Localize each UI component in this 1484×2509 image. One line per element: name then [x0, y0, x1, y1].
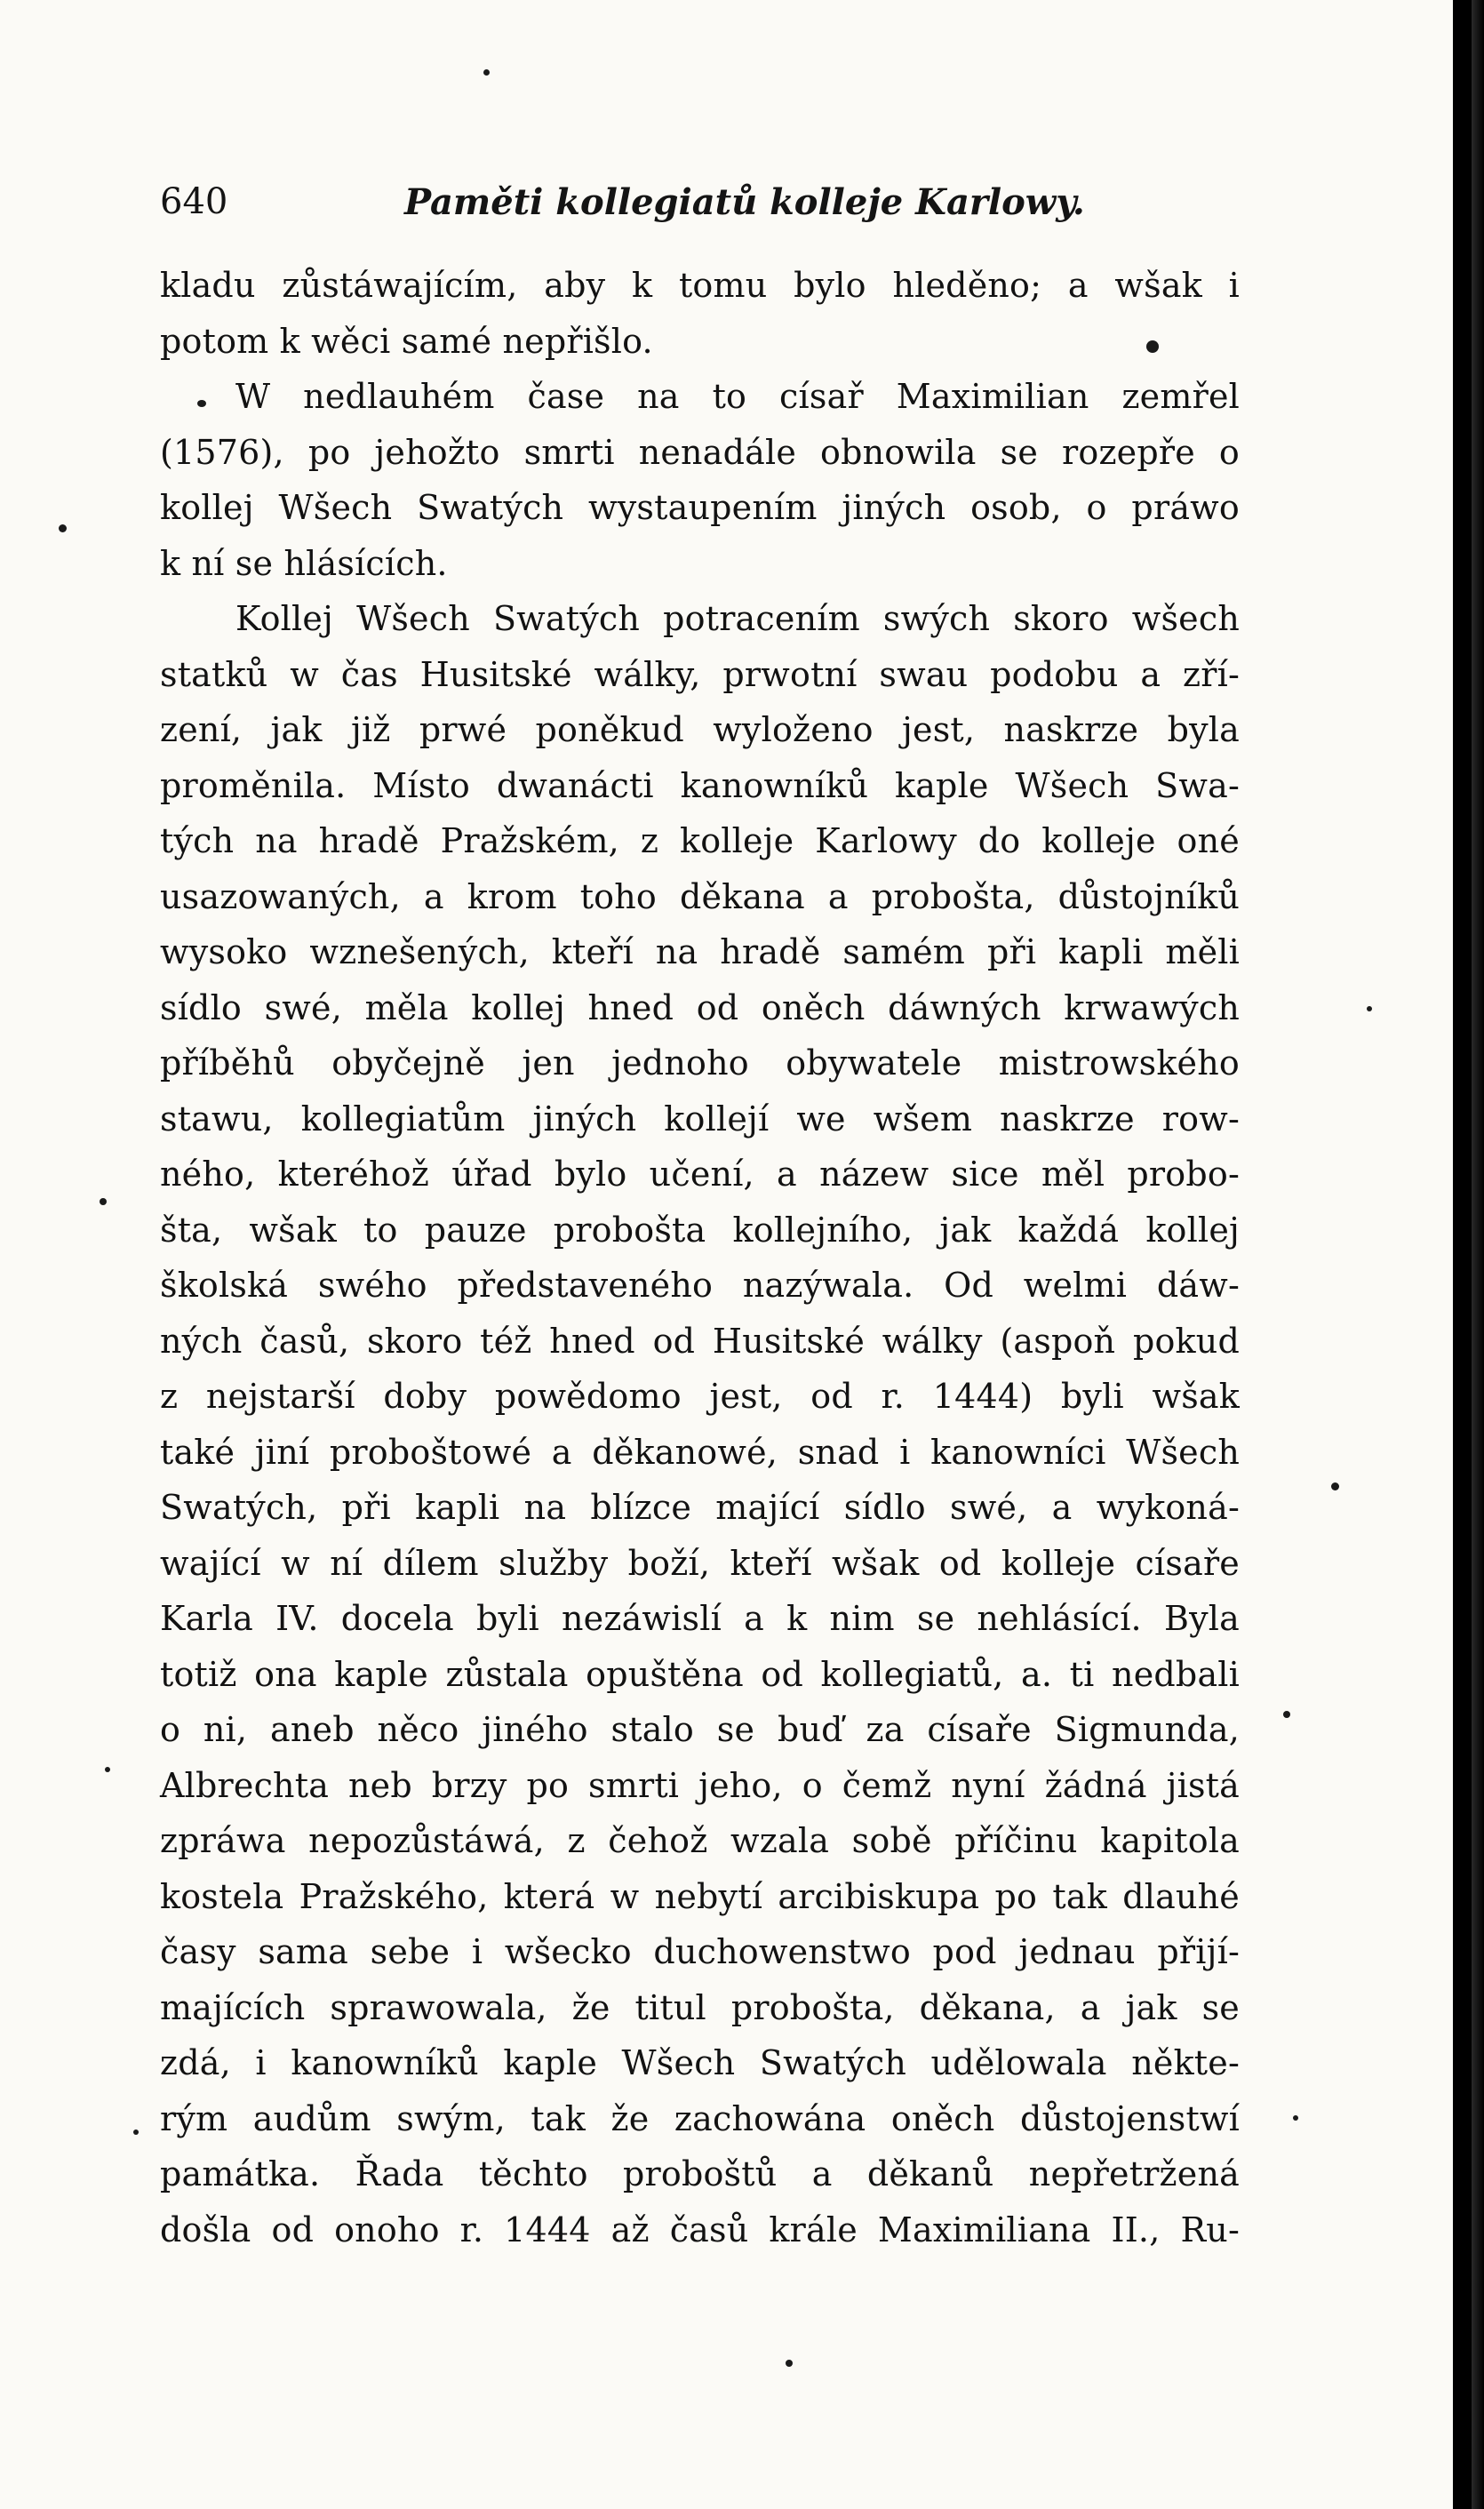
text-line: došla od onoho r. 1444 až časů krále Maximiliana II., Ru- [160, 2209, 1240, 2249]
text-line: statků w čas Husitské wálky, prwotní swau podobu a zří- [160, 654, 1240, 694]
page-number: 640 [160, 181, 228, 222]
text-line: zpráwa nepozůstáwá, z čehož wzala sobě příčinu kapitola [160, 1821, 1240, 1860]
ink-speck [105, 1767, 110, 1772]
text-line: Karla IV. docela byli nezáwislí a k nim se nehlásící. Byla [160, 1599, 1240, 1638]
ink-speck [483, 69, 490, 76]
text-line: Albrechta neb brzy po smrti jeho, o čemž nyní žádná jistá [160, 1765, 1240, 1805]
ink-speck [1146, 340, 1159, 353]
text-line: šta, wšak to pauze probošta kollejního, jak každá kollej [160, 1210, 1240, 1250]
text-line: rým audům swým, tak že zachowána oněch důstojenstwí [160, 2098, 1240, 2138]
text-line: stawu, kollegiatům jiných kollejí we wšem naskrze row- [160, 1099, 1240, 1139]
text-line: ných časů, skoro též hned od Husitské wálky (aspoň pokud [160, 1321, 1240, 1361]
text-line: kladu zůstáwajícím, aby k tomu bylo hleděno; a wšak i [160, 266, 1240, 305]
text-line: W nedlauhém čase na to císař Maximilian zemřel [235, 377, 1240, 416]
text-line: tých na hradě Pražském, z kolleje Karlowy do kolleje oné [160, 821, 1240, 860]
text-line: proměnila. Místo dwanácti kanowníků kaple Wšech Swa- [160, 765, 1240, 805]
text-line: Kollej Wšech Swatých potracením swých skoro wšech [235, 599, 1240, 638]
text-line: zení, jak již prwé poněkud wyloženo jest, naskrze byla [160, 710, 1240, 749]
text-line: wysoko wznešených, kteří na hradě samém při kapli měli [160, 932, 1240, 971]
text-line: zdá, i kanowníků kaple Wšech Swatých udělowala někte- [160, 2043, 1240, 2082]
text-line: památka. Řada těchto proboštů a děkanů nepřetržená [160, 2154, 1240, 2193]
text-line: totiž ona kaple zůstala opuštěna od kollegiatů, a. ti nedbali [160, 1654, 1240, 1694]
text-line: (1576), po jehožto smrti nenadále obnowila se rozepře o [160, 432, 1240, 472]
ink-speck [786, 2360, 793, 2367]
text-line: ného, kteréhož úřad bylo učení, a názew sice měl probo- [160, 1155, 1240, 1194]
running-title: Paměti kollegiatů kolleje Karlowy. [404, 181, 1085, 223]
ink-speck [133, 2129, 139, 2135]
page-edge-shadow [1472, 0, 1484, 2509]
text-line: z nejstarší doby powědomo jest, od r. 1444) byli wšak [160, 1377, 1240, 1416]
text-line: příběhů obyčejně jen jednoho obywatele mistrowského [160, 1043, 1240, 1083]
text-line: časy sama sebe i wšecko duchowenstwo pod jednau přijí- [160, 1932, 1240, 1971]
text-line: sídlo swé, měla kollej hned od oněch dáwných krwawých [160, 987, 1240, 1027]
text-line: školská swého představeného nazýwala. Od welmi dáw- [160, 1266, 1240, 1305]
ink-speck [1283, 1711, 1290, 1718]
body-text [160, 258, 1240, 2257]
text-line: o ni, aneb něco jiného stalo se buď za císaře Sigmunda, [160, 1710, 1240, 1749]
text-line: majících sprawowala, že titul probošta, děkana, a jak se [160, 1987, 1240, 2027]
ink-speck [1331, 1482, 1339, 1490]
text-line: kollej Wšech Swatých wystaupením jiných osob, o práwo [160, 488, 1240, 527]
ink-speck [1367, 1006, 1372, 1011]
page-header [160, 178, 1262, 231]
text-line: wající w ní dílem služby boží, kteří wšak od kolleje císaře [160, 1543, 1240, 1583]
ink-speck [197, 400, 206, 407]
text-line: usazowaných, a krom toho děkana a probošta, důstojníků [160, 876, 1240, 916]
text-line: potom k wěci samé nepřišlo. [160, 321, 653, 361]
text-line: k ní se hlásících. [160, 543, 448, 583]
ink-speck [1293, 2115, 1298, 2121]
text-line: kostela Pražského, která w nebytí arcibiskupa po tak dlauhé [160, 1876, 1240, 1916]
text-line: Swatých, při kapli na blízce mající sídlo swé, a wykoná- [160, 1488, 1240, 1527]
text-line: také jiní proboštowé a děkanowé, snad i kanowníci Wšech [160, 1432, 1240, 1472]
ink-speck [100, 1198, 107, 1205]
ink-speck [59, 524, 67, 532]
